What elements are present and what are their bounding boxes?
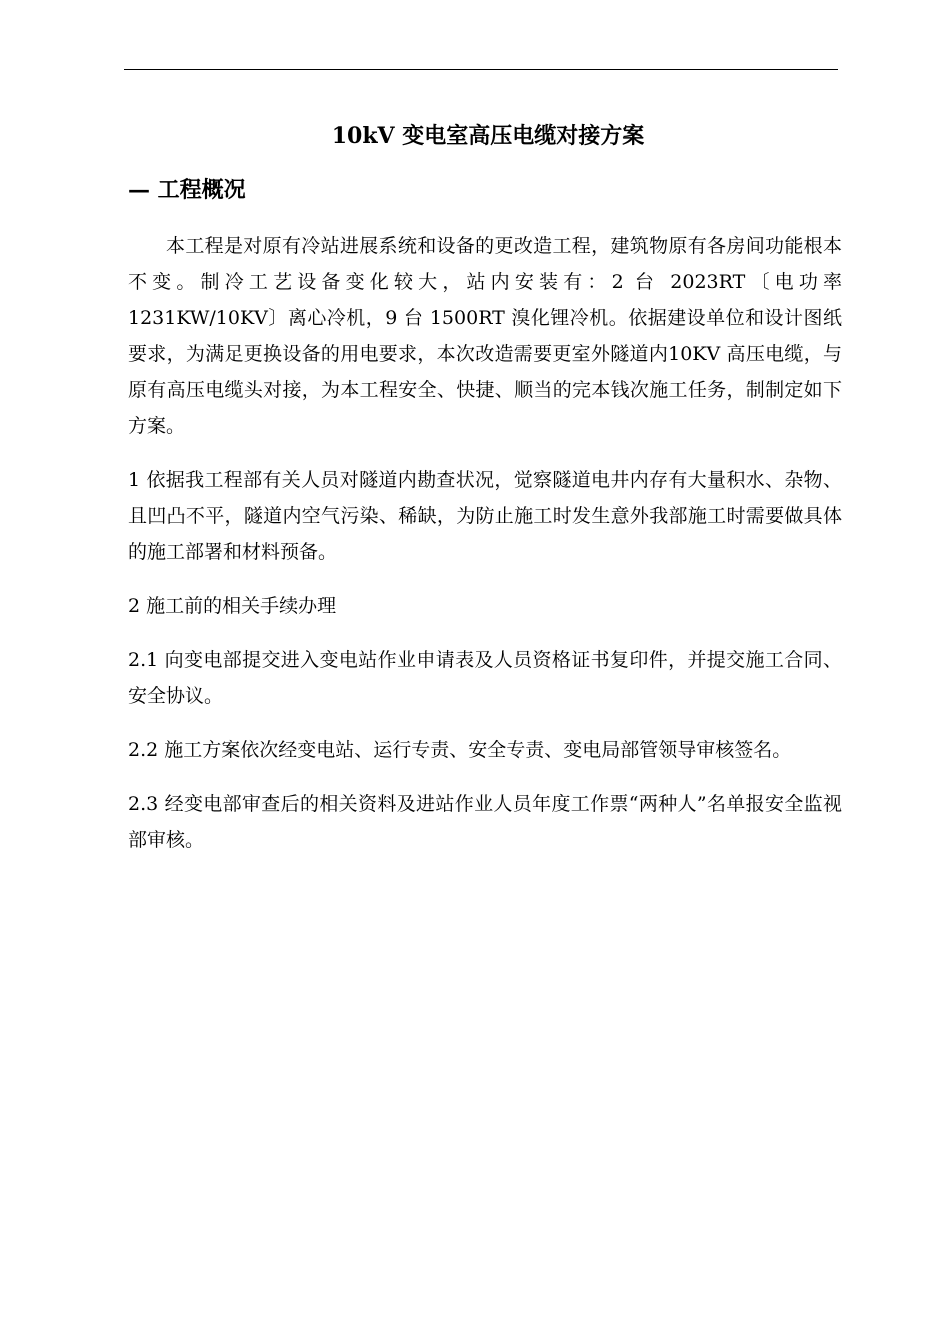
paragraph-site-survey: 1 依据我工程部有关人员对隧道内勘查状况，觉察隧道电井内存有大量积水、杂物、且凹凸不平，隧道内空气污染、稀缺，为防止施工时发生意外我部施工时需要做具体的施工部署和材料预备。 (128, 469, 842, 563)
paragraph-item-2-1: 2.1 向变电部提交进入变电站作业申请表及人员资格证书复印件，并提交施工合同、安全协议。 (128, 649, 842, 707)
document-body (128, 118, 842, 858)
paragraph-project-overview: 本工程是对原有冷站进展系统和设备的更改造工程，建筑物原有各房间功能根本不变。制冷工艺设备变化较大，站内安装有：2 台 2023RT〔电功率 1231KW/10KV〕离心冷机，9 台 1500RT 溴化锂冷机。依据建设单位和设计图纸要求，为满足更换设备的用电要求，本次改造需要更室外隧道内10KV 高压电缆，与原有高压电缆头对接，为本工程安全、快捷、顺当的完本钱次施工任务，制制定如下方案。 (128, 235, 842, 437)
header-rule (124, 69, 838, 70)
paragraph-procedures-heading: 2 施工前的相关手续办理 (128, 595, 337, 617)
paragraph-item-2-3: 2.3 经变电部审查后的相关资料及进站作业人员年度工作票“两种人”名单报安全监视部审核。 (128, 793, 842, 851)
paragraph-item-2-2: 2.2 施工方案依次经变电站、运行专责、安全专责、变电局部管领导审核签名。 (128, 739, 792, 761)
document-title: 10kV 变电室高压电缆对接方案 (331, 123, 645, 149)
section-heading-overview: — 工程概况 (128, 177, 246, 203)
